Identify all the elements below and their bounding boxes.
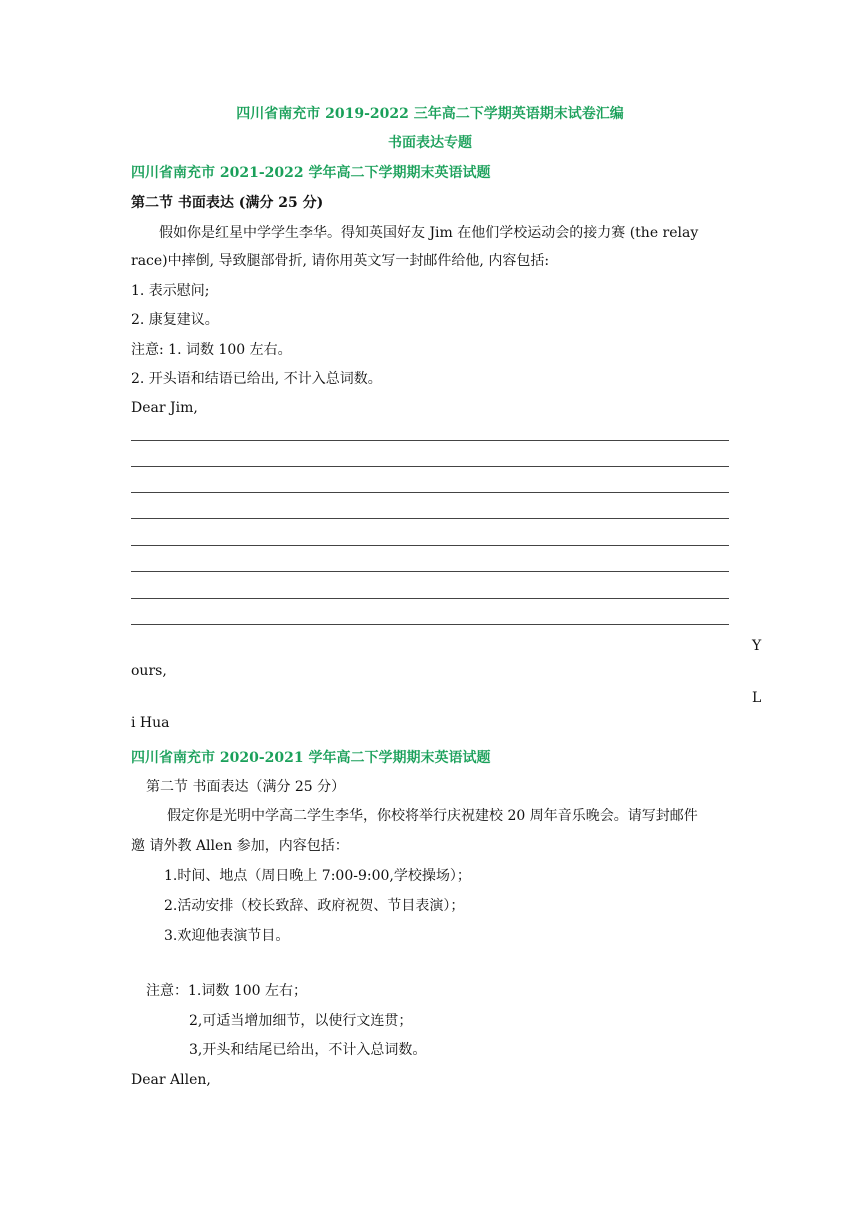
writing-line: [131, 545, 729, 546]
section2-heading: 四川省南充市 2020-2021 学年高二下学期期末英语试题: [131, 750, 491, 766]
section1-note2: 2. 开头语和结语已给出, 不计入总词数。: [131, 371, 382, 387]
writing-line: [131, 518, 729, 519]
section2-note1: 注意：1.词数 100 左右；: [146, 983, 307, 999]
section2-note3: 3,开头和结尾已给出，不计入总词数。: [189, 1042, 427, 1058]
section2-note2: 2,可适当增加细节，以使行文连贯；: [189, 1013, 413, 1029]
writing-line: [131, 440, 729, 441]
section1-prompt-line1: 假如你是红星中学学生李华。得知英国好友 Jim 在他们学校运动会的接力赛 (the relay: [159, 225, 699, 241]
writing-line: [131, 466, 729, 467]
closing-ihua: i Hua: [131, 715, 170, 731]
section1-prompt-line2: race)中摔倒, 导致腿部骨折, 请你用英文写一封邮件给他, 内容包括:: [131, 253, 550, 269]
section1-item2: 2. 康复建议。: [131, 312, 219, 328]
closing-l: L: [752, 690, 762, 706]
section2-item3: 3.欢迎他表演节目。: [164, 928, 290, 944]
section1-note1: 注意: 1. 词数 100 左右。: [131, 342, 292, 358]
section2-greeting: Dear Allen,: [131, 1072, 211, 1088]
writing-line: [131, 492, 729, 493]
writing-line: [131, 598, 729, 599]
writing-line: [131, 571, 729, 572]
section2-prompt-line2: 邀 请外教 Allen 参加，内容包括：: [131, 838, 349, 854]
section2-item1: 1.时间、地点（周日晚上 7:00-9:00,学校操场）；: [164, 868, 471, 884]
document-title: 四川省南充市 2019-2022 三年高二下学期英语期末试卷汇编: [236, 106, 624, 122]
section2-prompt-line1: 假定你是光明中学高二学生李华，你校将举行庆祝建校 20 周年音乐晚会。请写封邮件: [167, 808, 698, 824]
section1-part: 第二节 书面表达 (满分 25 分): [131, 195, 324, 211]
closing-ours: ours,: [131, 663, 167, 679]
section1-greeting: Dear Jim,: [131, 400, 198, 416]
writing-line: [131, 624, 729, 625]
document-subtitle: 书面表达专题: [388, 135, 472, 151]
section1-heading: 四川省南充市 2021-2022 学年高二下学期期末英语试题: [131, 165, 491, 181]
section2-item2: 2.活动安排（校长致辞、政府祝贺、节目表演）；: [164, 898, 465, 914]
section2-part: 第二节 书面表达（满分 25 分）: [146, 779, 346, 795]
section1-item1: 1. 表示慰问;: [131, 283, 210, 299]
closing-y: Y: [752, 638, 762, 654]
